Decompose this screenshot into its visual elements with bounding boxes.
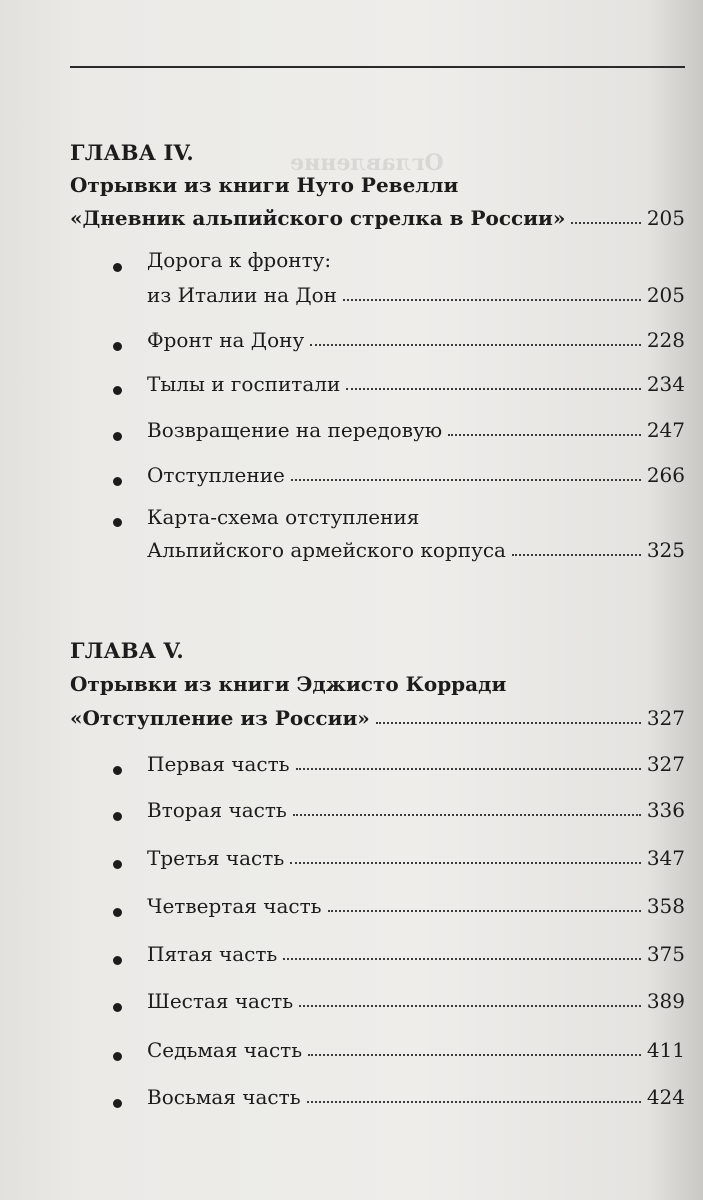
bleed-through-text: Оглавление	[290, 150, 444, 176]
leader-dots	[296, 768, 641, 770]
toc-item-text: Карта-схема отступления	[147, 505, 420, 529]
page-number: 375	[646, 942, 685, 966]
toc-item-text: Первая часть	[147, 752, 290, 776]
leader-dots	[448, 434, 641, 436]
page-number: 205	[646, 206, 685, 230]
leader-dots	[571, 222, 640, 224]
chapter4-title-line1-text: Отрывки из книги Нуто Ревелли	[70, 173, 459, 197]
bullet-icon	[113, 1052, 122, 1061]
bullet-icon	[113, 477, 122, 486]
page-number: 266	[646, 463, 685, 487]
leader-dots	[307, 1101, 641, 1103]
toc-item-text: Вторая часть	[147, 798, 287, 822]
toc-item-text: Дорога к фронту:	[147, 248, 332, 272]
header-rule	[70, 66, 685, 68]
toc-item-text: Восьмая часть	[147, 1085, 301, 1109]
bullet-icon	[113, 956, 122, 965]
leader-dots	[283, 958, 640, 960]
bullet-icon	[113, 860, 122, 869]
chapter5-heading: ГЛАВА V.	[70, 638, 184, 663]
leader-dots	[308, 1054, 641, 1056]
leader-dots	[512, 554, 641, 556]
chapter5-title-line2[interactable]	[70, 698, 685, 730]
bullet-icon	[113, 812, 122, 821]
page-number: 327	[646, 752, 685, 776]
toc-item[interactable]	[70, 364, 685, 396]
bullet-icon	[113, 766, 122, 775]
page-number: 327	[646, 706, 685, 730]
toc-item[interactable]	[70, 455, 685, 487]
chapter4-title-line2-text: «Дневник альпийского стрелка в России»	[70, 206, 566, 230]
bullet-icon	[113, 1003, 122, 1012]
leader-dots	[346, 388, 640, 390]
toc-item-text: Третья часть	[147, 846, 285, 870]
page-number: 228	[646, 328, 685, 352]
bullet-icon	[113, 432, 122, 441]
page-number: 205	[646, 283, 685, 307]
toc-item-text: Пятая часть	[147, 942, 278, 966]
page-number: 325	[646, 538, 685, 562]
bullet-icon	[113, 908, 122, 917]
leader-dots	[343, 299, 641, 301]
leader-dots	[310, 344, 641, 346]
page-number: 358	[646, 894, 685, 918]
leader-dots	[290, 862, 641, 864]
leader-dots	[291, 479, 641, 481]
leader-dots	[299, 1005, 641, 1007]
chapter4-title-line2[interactable]	[70, 198, 685, 230]
page-number: 336	[646, 798, 685, 822]
toc-item-text: Седьмая часть	[147, 1038, 303, 1062]
toc-item-text: Четвертая часть	[147, 894, 322, 918]
toc-item[interactable]	[70, 838, 685, 870]
leader-dots	[293, 814, 641, 816]
chapter5-title-line1-text: Отрывки из книги Эджисто Корради	[70, 672, 507, 696]
toc-item[interactable]	[70, 1030, 685, 1062]
page-number: 347	[646, 846, 685, 870]
page-number: 411	[646, 1038, 685, 1062]
toc-item-text: Фронт на Дону	[147, 328, 305, 352]
toc-item[interactable]	[70, 981, 685, 1013]
bullet-icon	[113, 342, 122, 351]
bullet-icon	[113, 518, 122, 527]
toc-item-text: Тылы и госпитали	[147, 372, 341, 396]
toc-item-text: Возвращение на передовую	[147, 418, 443, 442]
bullet-icon	[113, 386, 122, 395]
toc-item[interactable]	[70, 1077, 685, 1109]
bullet-icon	[113, 1099, 122, 1108]
chapter4-heading: ГЛАВА IV.	[70, 140, 194, 165]
leader-dots	[328, 910, 641, 912]
page-number: 234	[646, 372, 685, 396]
toc-item-text: из Италии на Дон	[147, 283, 337, 307]
toc-item[interactable]	[70, 934, 685, 966]
toc-item[interactable]	[70, 530, 685, 562]
toc-item[interactable]	[70, 744, 685, 776]
toc-item[interactable]	[70, 790, 685, 822]
toc-item[interactable]	[70, 320, 685, 352]
leader-dots	[376, 722, 641, 724]
page-number: 247	[646, 418, 685, 442]
page-number: 424	[646, 1085, 685, 1109]
chapter5-title-line1	[70, 664, 685, 696]
toc-item-text: Отступление	[147, 463, 285, 487]
toc-item-text: Шестая часть	[147, 989, 294, 1013]
toc-item-text: Альпийского армейского корпуса	[147, 538, 506, 562]
chapter5-title-line2-text: «Отступление из России»	[70, 706, 370, 730]
toc-item[interactable]	[70, 275, 685, 307]
bullet-icon	[113, 263, 122, 272]
toc-item[interactable]	[70, 886, 685, 918]
toc-item[interactable]	[70, 410, 685, 442]
page-number: 389	[646, 989, 685, 1013]
